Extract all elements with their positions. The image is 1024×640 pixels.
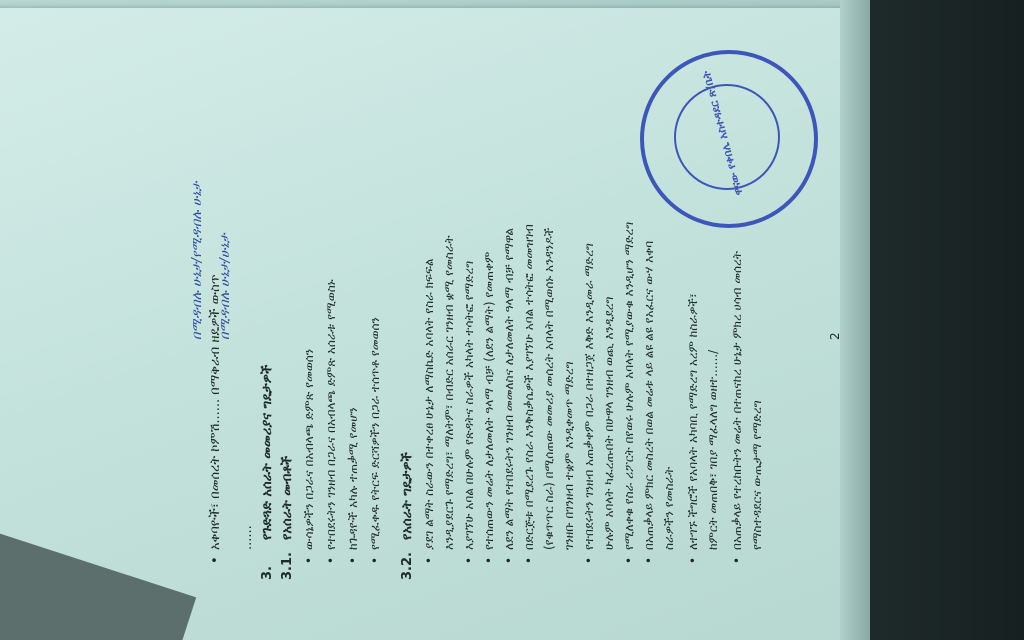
section-3-1-item: • የተበደሩትን ገንዘብ በጋራና በአብላጫ ድምጽ አሰራቱ የሚወስኑ <box>324 279 339 550</box>
section-3-2-item: ገንዘቡ በገንዘብ ተቋም እንዲቀመጥ ማድረግ <box>562 361 576 550</box>
section-3-2-item: ስራዎችን የመስራት <box>662 466 676 550</box>
intro-bullet: • አቀባዮች፣ በመሰረት ኮምሽ...... በማቅራብ ዘዴዎች ውስጥ <box>208 274 223 550</box>
section-3-2-item: • የተሰጠውን መሬት ለታለመለት ዓላማ ብቻ (ለደን ልማት) የመጠቀም <box>482 252 497 550</box>
section-3-2-item: • በድርጅቱ በሚደረጉ የስራ እንቅስቃሴዎች እያገኘሁ አባል ተሳትፎ መመዝገብ <box>522 224 537 550</box>
section-3-2-label: 3.2. <box>400 552 415 580</box>
section-3-2-item: እንዲያደርጉ የማድረግ፣ ማለትም፣ በብድር አሰራር ገንዘብ ቋሚ የመስራት <box>442 235 456 550</box>
dots: ...... <box>240 525 255 550</box>
section-3-2-title: የአሰራት ግዴታዎች <box>400 452 415 540</box>
section-3-2-item: • እያገኘሁ አባል በሁሉም የጽዳትና ስራዎች አካላት ተሳትፎ የማድረግ <box>462 261 477 550</box>
stamp-text: ዋናው የቀበሌ አስተዳደር ጽ/ቤት <box>699 69 746 197</box>
section-3-2-item: • ለተገኙ ችግሮች የአባላት አካባቢ የማድረግ አረም ከስራዎች፣ <box>686 293 701 550</box>
section-3-1-item: • ውሳኔዎችን በጋራና በአብላጫ ድምጽ የመወሰን <box>302 349 317 550</box>
page-number: 2 <box>828 332 842 340</box>
section-3-2-item: (የቁጥጥር ስራ) በሚሰጠው መመሪያ መሰረት አባላት በሚወሰኑ አንዳንዶች <box>542 227 556 550</box>
section-3-label: 3. <box>260 566 275 580</box>
section-3-1-title: የአሰራት መብቶች <box>280 455 295 540</box>
section-3-1-item: • የሚፈቀዱ የትርፍ ድርሻዎችን በጋራ ተሰጥቶ የመወሰን <box>368 317 383 550</box>
section-3-2-item: ሁሉም አባላት ካፈረጡበት በሁዋላ ገንዘብ ወጪ እንዲደረግ <box>602 296 616 550</box>
section-3-2-item: • በአጠቃላይ የተረከቡትን መሬት በተጠናከረ ሁኔታ ምክረ ሀሳብ መሰረት <box>730 251 745 550</box>
section-3-2-item: • ለደን ልማት የተበደሩትን ገንዘብ መመለስና ለታለመለት ዓላማ ብቻ የማዋል <box>502 228 517 550</box>
section-3-2-item: • የሚለቀቁ የስራ ሪፖርት በየወሩ ሁሉም አባላት የሚያውቁ እንዲሆን ማድረግ <box>622 222 637 550</box>
section-3-2-item: • በአጠቃላይ ምክር መስረት በወል መሬቱ ላይ ልዩ ልዩ የአፈርና ውሃ እቀባ <box>642 241 657 550</box>
section-3-1-label: 3.1. <box>280 552 295 580</box>
official-stamp <box>640 50 818 228</box>
section-3-title: የጉድጓድ አሰራት መመሪያና ግዴታዎች <box>260 364 275 540</box>
section-3-2-item: ከምርት መጠበቅ፣ ገበያ ማፈላለግ ወዘተ....../ <box>706 349 720 550</box>
section-3-1-item: • ከጉዳዮች አካሉ ተጠቃሚ የመሆን <box>346 407 361 550</box>
intro-handwriting-2: በሚዳብሉ ሁኔታ/ሁኔታ <box>218 233 233 340</box>
section-3-2-item: • የተበደሩትን ገንዘብ አጠቃቀም በጋራ በተዘጋጀ እቅድ እንዲመራ ማድረግ <box>582 243 597 550</box>
section-3-2-item: የማስተዳደርና ውጤታማ የማድረግ <box>750 400 764 550</box>
intro-handwriting-1: በሚዳብሉ ሁኔታ/የሚዳብሉ ሁኔታ <box>190 181 205 340</box>
section-3-2-item: • ያደገ ልማት ስራውን በተቀረፀ ሁኔታ ለማስኬድ አባላት የስራ ክፍፍል <box>422 258 437 550</box>
